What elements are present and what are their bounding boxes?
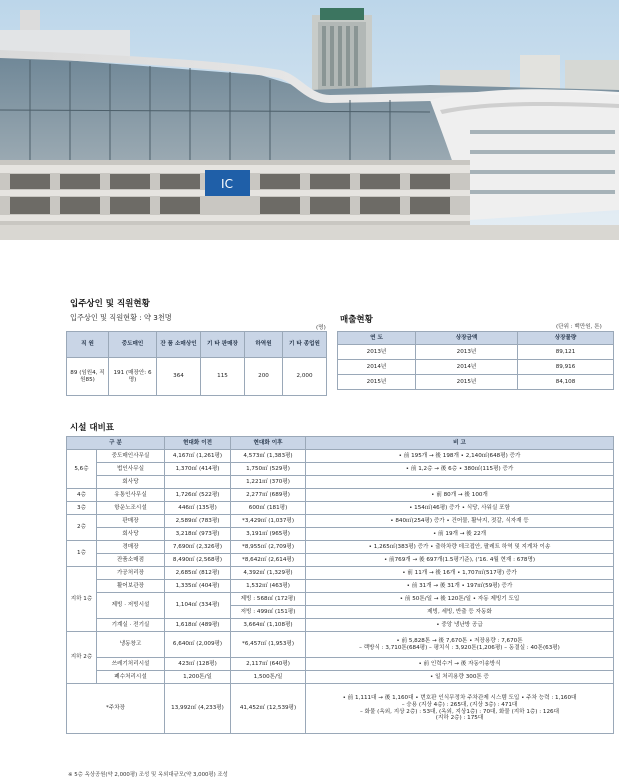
header-volume: 상장물량 xyxy=(518,332,614,345)
facility-after: 4,392㎡ (1,329평) xyxy=(231,567,306,580)
facility-before: 2,589㎡ (783평) xyxy=(165,515,231,528)
sales-volume: 84,108 xyxy=(518,375,614,390)
facility-remarks: • 前 195개 → 後 198개 • 2,140㎡(648평) 증가 xyxy=(306,450,614,463)
sales-section-title: 매출현황 xyxy=(340,315,373,325)
facility-after: *8,642㎡ (2,614평) xyxy=(231,554,306,567)
facility-remarks: • 前769개 → 後 697개(1.5평기준), ('16. 4월 현재 : 678명) xyxy=(306,554,614,567)
header-remarks: 비 고 xyxy=(306,437,614,450)
facility-row xyxy=(67,593,614,606)
header-brokers: 중도매인 xyxy=(109,332,157,358)
facility-after: 2,117㎡ (640평) xyxy=(231,658,306,671)
facility-remarks: • 前 31개 → 後 31개 • 197㎡(59평) 증가 xyxy=(306,580,614,593)
header-category: 구 분 xyxy=(67,437,165,450)
tenants-section-title: 입주상인 및 직원현황 xyxy=(70,299,150,309)
sales-header-row xyxy=(338,332,614,345)
floor-label: 1층 xyxy=(67,541,97,567)
facility-before: 4,167㎡ (1,261평) xyxy=(165,450,231,463)
remarks-line: (지하 2층) : 175대 xyxy=(435,715,484,722)
cell-retailers: 364 xyxy=(157,358,201,396)
facility-remarks xyxy=(306,476,614,489)
remarks-line: – 승용 (지상 4층) : 265대, (지상 3층) : 471대 xyxy=(401,701,518,708)
tenants-unit: (명) xyxy=(316,325,326,331)
facility-row xyxy=(67,632,614,658)
facility-name: 유통인사무실 xyxy=(97,489,165,502)
facility-remarks: • 前 19개 → 後 22개 xyxy=(306,528,614,541)
sales-year: 2013년 xyxy=(338,345,416,360)
facility-name: 경매장 xyxy=(97,541,165,554)
cell-loaders: 200 xyxy=(245,358,283,396)
remarks-line: • 前 1,111대 → 後 1,160대 • 번호판 인식무정차 주차관제 시스템 도입 • 주차 능력 : 1,160대 xyxy=(342,694,577,701)
facility-before: 423㎡ (128평) xyxy=(165,658,231,671)
facility-name: 항운노조시설 xyxy=(97,502,165,515)
header-retailers: 잔 품 소매상인 xyxy=(157,332,201,358)
facility-name: 법인사무실 xyxy=(97,463,165,476)
facility-before: 7,690㎡ (2,326평) xyxy=(165,541,231,554)
facility-before: 1,370㎡ (414평) xyxy=(165,463,231,476)
facility-before: 8,490㎡ (2,568평) xyxy=(165,554,231,567)
facility-before xyxy=(165,476,231,489)
sales-volume: 89,916 xyxy=(518,360,614,375)
sales-row xyxy=(338,375,614,390)
facility-before: 1,200톤/일 xyxy=(165,671,231,684)
facility-remarks: • 1,265㎡(383평) 증가 • 출하차량 데크접안, 팔레트 하역 및 지게차 이송 xyxy=(306,541,614,554)
facility-remarks-sub: 제빙, 세빙, 반출 등 자동화 xyxy=(306,606,614,619)
sales-table xyxy=(337,331,614,390)
facility-row xyxy=(67,541,614,554)
facility-remarks: • 前 11개 → 後 16개 • 1,707㎡(517평) 증가 xyxy=(306,567,614,580)
facility-remarks: • 840㎡(254평) 증가 • 건어물, 활낙지, 젓갈, 식자재 등 xyxy=(306,515,614,528)
sales-unit: (단위 : 백만원, 톤) xyxy=(556,324,602,330)
facility-remarks xyxy=(306,632,614,658)
building-photo xyxy=(0,0,619,240)
facility-after: 2,277㎡ (689평) xyxy=(231,489,306,502)
header-other-shops: 기 타 판매장 xyxy=(201,332,245,358)
facility-name: 활어보관장 xyxy=(97,580,165,593)
facility-name: 냉동창고 xyxy=(97,632,165,658)
facility-after: *3,429㎡ (1,037평) xyxy=(231,515,306,528)
facility-name: 회사당 xyxy=(97,476,165,489)
market-building-illustration xyxy=(0,0,619,240)
sales-amount: 2014년 xyxy=(416,360,518,375)
sales-year: 2015년 xyxy=(338,375,416,390)
cell-other-shops: 115 xyxy=(201,358,245,396)
facility-remarks: • 일 처리용량 300톤 증 xyxy=(306,671,614,684)
sales-volume: 89,121 xyxy=(518,345,614,360)
tenants-data-row xyxy=(67,358,327,396)
floor-label: 2층 xyxy=(67,515,97,541)
facility-row xyxy=(67,450,614,463)
remarks-line: • 前 5,828톤 → 後 7,670톤 • 저장용량 : 7,670톤 xyxy=(396,637,523,644)
facility-remarks: • 중앙 냉난방 공급 xyxy=(306,619,614,632)
facility-remarks: • 154㎡(46평) 증가 • 식당, 사워실 포함 xyxy=(306,502,614,515)
facility-row xyxy=(67,515,614,528)
cell-other-workers: 2,000 xyxy=(283,358,327,396)
facility-before: 1,726㎡ (522평) xyxy=(165,489,231,502)
facility-after: 1,500톤/일 xyxy=(231,671,306,684)
floor-label: 5,6층 xyxy=(67,450,97,489)
facility-row xyxy=(67,619,614,632)
sales-row xyxy=(338,345,614,360)
facility-name: 회사당 xyxy=(97,528,165,541)
facility-row xyxy=(67,671,614,684)
tenants-subtitle: 입주상인 및 직원현황 : 약 3천명 xyxy=(70,313,172,322)
facility-name: 가공처리장 xyxy=(97,567,165,580)
header-staff: 직 원 xyxy=(67,332,109,358)
facility-before: 2,685㎡ (812평) xyxy=(165,567,231,580)
facility-after: 600㎡ (181평) xyxy=(231,502,306,515)
facility-after: 제빙 : 568㎡ (172평) xyxy=(231,593,306,606)
facility-row xyxy=(67,528,614,541)
sales-amount: 2015년 xyxy=(416,375,518,390)
facility-remarks: • 前 인력수거 → 後 자동이송방식 xyxy=(306,658,614,671)
header-loaders: 하역원 xyxy=(245,332,283,358)
floor-label: 지하 2층 xyxy=(67,632,97,684)
facility-before: 446㎡ (135평) xyxy=(165,502,231,515)
facility-before: 13,992㎡ (4,233평) xyxy=(165,684,231,734)
facility-after: 41,452㎡ (12,539평) xyxy=(231,684,306,734)
facility-before: 1,335㎡ (404평) xyxy=(165,580,231,593)
facility-name: 판매장 xyxy=(97,515,165,528)
facility-name: 제빙 · 저빙시설 xyxy=(97,593,165,619)
remarks-line: – 화물 (옥외, 지상 2층) : 53대, (옥외, 지상1층) : 70대, 화물 (지하 1층) : 126대 xyxy=(360,708,560,715)
facility-name: 중도매인사무실 xyxy=(97,450,165,463)
header-before: 현대화 이전 xyxy=(165,437,231,450)
facility-after: 1,750㎡ (529평) xyxy=(231,463,306,476)
facility-name: 쓰레기처리시설 xyxy=(97,658,165,671)
floor-label: 3층 xyxy=(67,502,97,515)
facility-remarks: • 前 1,2층 → 後 6층 • 380㎡(115평) 증가 xyxy=(306,463,614,476)
building-sign-text: IC xyxy=(221,177,233,191)
facility-after: 4,573㎡ (1,383평) xyxy=(231,450,306,463)
facility-row xyxy=(67,580,614,593)
facility-after: *6,457㎡ (1,953평) xyxy=(231,632,306,658)
facility-after: 3,191㎡ (965평) xyxy=(231,528,306,541)
facility-row xyxy=(67,567,614,580)
sales-amount: 2013년 xyxy=(416,345,518,360)
facility-after: 1,532㎡ (463평) xyxy=(231,580,306,593)
facility-remarks: • 前 50톤/일 → 後 120톤/일 • 자동 제빙기 도입 xyxy=(306,593,614,606)
facility-remarks: • 前 80개 → 後 100개 xyxy=(306,489,614,502)
tenants-table xyxy=(66,331,327,396)
facility-after: 3,664㎡ (1,108평) xyxy=(231,619,306,632)
facility-name: 기계실 · 전기실 xyxy=(97,619,165,632)
facility-before: 3,218㎡ (973평) xyxy=(165,528,231,541)
header-amount: 상장금액 xyxy=(416,332,518,345)
remarks-line: – 랙방식 : 3,710톤(684평) – 평치식 : 3,920톤(1,206평) – 동결실 : 40톤(63평) xyxy=(359,644,560,651)
facility-header-row xyxy=(67,437,614,450)
facility-before: 1,618㎡ (489평) xyxy=(165,619,231,632)
floor-label: 4층 xyxy=(67,489,97,502)
facility-after: *8,955㎡ (2,709평) xyxy=(231,541,306,554)
facility-row xyxy=(67,684,614,734)
facility-before: 6,640㎡ (2,009평) xyxy=(165,632,231,658)
cell-brokers: 191 (매장안: 6명) xyxy=(109,358,157,396)
facility-after: 1,221㎡ (370평) xyxy=(231,476,306,489)
facility-before: 1,104㎡ (334평) xyxy=(165,593,231,619)
sales-row xyxy=(338,360,614,375)
tenants-header-row xyxy=(67,332,327,358)
facility-name: 잔품소매점 xyxy=(97,554,165,567)
facility-row xyxy=(67,554,614,567)
facility-remarks xyxy=(306,684,614,734)
facility-name: 폐수처리시설 xyxy=(97,671,165,684)
facility-after-sub: 저빙 : 499㎡ (151평) xyxy=(231,606,306,619)
header-year: 연 도 xyxy=(338,332,416,345)
cell-staff: 89 (임원4, 직원85) xyxy=(67,358,109,396)
facility-row xyxy=(67,658,614,671)
facility-row xyxy=(67,476,614,489)
facility-section-title: 시설 대비표 xyxy=(70,423,115,433)
header-after: 현대화 이후 xyxy=(231,437,306,450)
header-other-workers: 기 타 종업원 xyxy=(283,332,327,358)
sales-year: 2014년 xyxy=(338,360,416,375)
facility-row xyxy=(67,502,614,515)
facility-row xyxy=(67,463,614,476)
facility-name: *주차장 xyxy=(67,684,165,734)
facility-footnote: ※ 5층 옥상공원(약 2,000평) 조성 및 옥외대규모(약 3,000평) 조성 xyxy=(68,772,228,778)
facility-row xyxy=(67,489,614,502)
floor-label: 지하 1층 xyxy=(67,567,97,632)
facility-table xyxy=(66,436,614,734)
